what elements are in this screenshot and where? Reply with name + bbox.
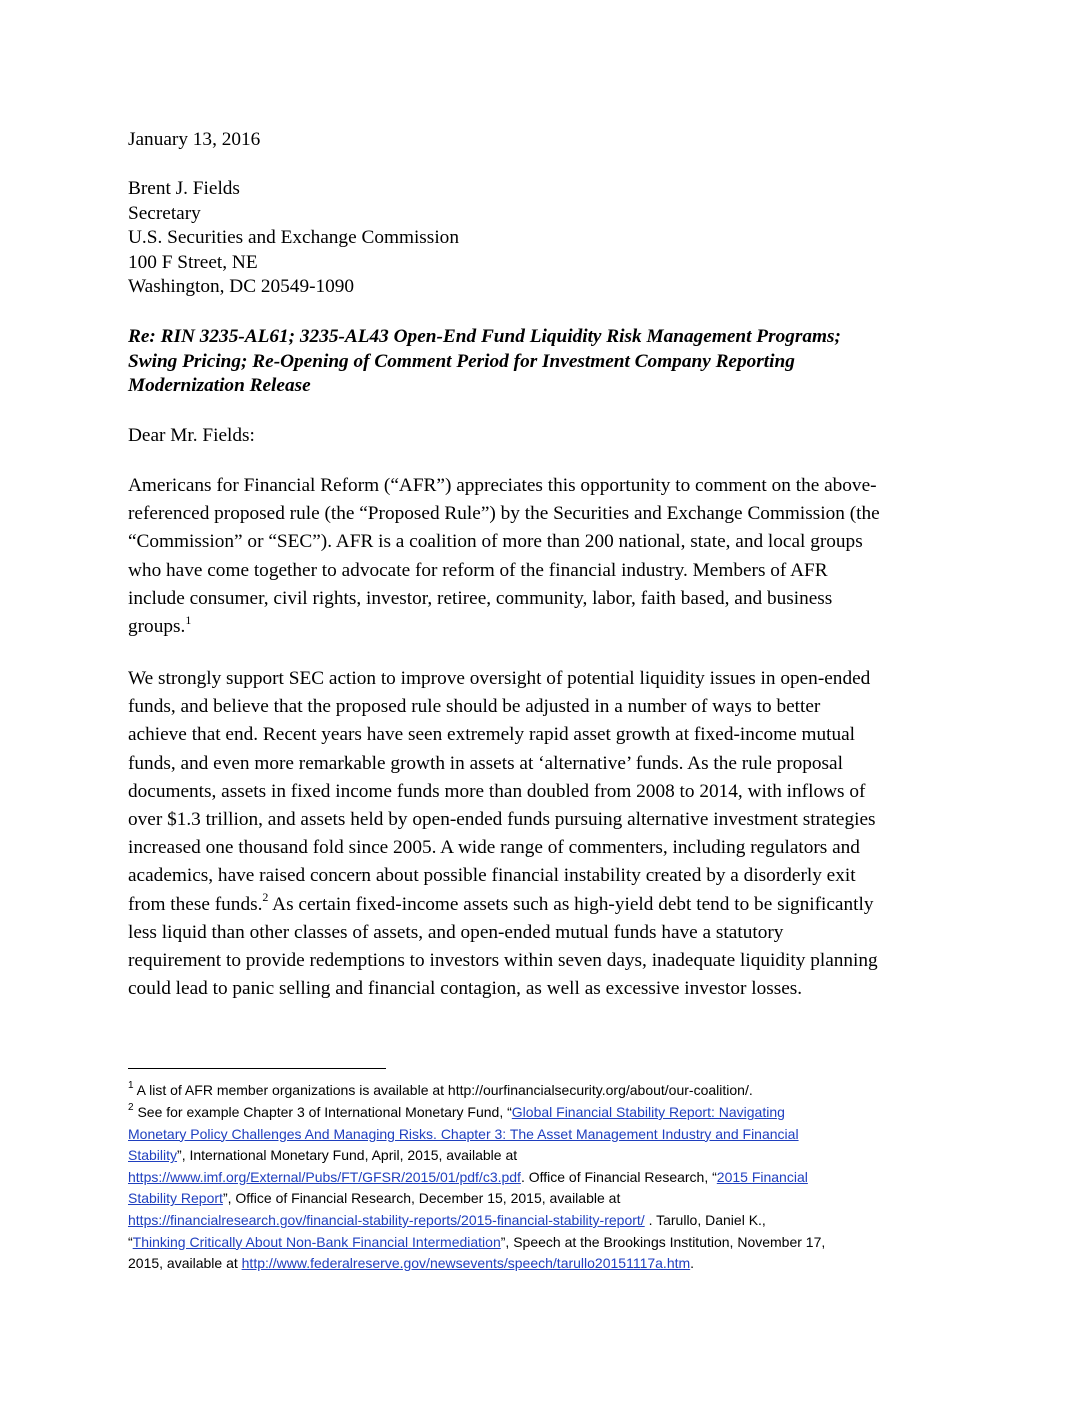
paragraph-liquidity xyxy=(128,665,968,1003)
address-line: Brent J. Fields xyxy=(128,178,240,199)
footnote-line xyxy=(128,1167,968,1189)
footnote-number: 1 xyxy=(128,1080,134,1092)
paragraph-intro xyxy=(128,472,968,641)
paragraph-line: who have come together to advocate for reform of the financial industry. Members of AFR xyxy=(128,559,828,581)
footnote-text: ”, Office of Financial Research, December 15, 2015, available at xyxy=(222,1190,621,1207)
salutation xyxy=(128,424,968,449)
ofr-report-link[interactable]: Stability Report xyxy=(128,1190,223,1207)
subject-text: Swing Pricing; Re-Opening of Comment Period for Investment Company Reporting xyxy=(128,350,795,372)
footnote-line xyxy=(128,1253,968,1275)
footnote-line xyxy=(128,1210,968,1232)
address-line: 100 F Street, NE xyxy=(128,251,258,273)
ofr-url-link[interactable]: https://financialresearch.gov/financial-stability-reports/2015-financial-stability-report/ xyxy=(128,1211,645,1228)
paragraph-text: groups. xyxy=(128,616,186,638)
address-line: Washington, DC 20549-1090 xyxy=(128,276,355,297)
gfsr-report-link[interactable]: Monetary Policy Challenges And Managing Risks. Chapter 3: The Asset Management Industry and Financial xyxy=(128,1125,799,1142)
gfsr-report-link[interactable]: Global Financial Stability Report: Navigating xyxy=(511,1104,785,1120)
footnote-line xyxy=(128,1188,968,1210)
letter-date xyxy=(128,128,968,153)
footnote-line xyxy=(128,1080,968,1102)
paragraph-line: funds, and even more remarkable growth in assets at ‘alternative’ funds. As the rule proposal xyxy=(128,752,843,774)
paragraph-line: referenced proposed rule (the “Proposed Rule”) by the Securities and Exchange Commission (the xyxy=(128,503,880,525)
paragraph-line: requirement to provide redemptions to investors within seven days, inadequate liquidity planning xyxy=(128,950,878,972)
footnote-line xyxy=(128,1124,968,1146)
footnote-ref[interactable]: 1 xyxy=(185,612,192,627)
paragraph-line: We strongly support SEC action to improve oversight of potential liquidity issues in open-ended xyxy=(128,668,871,689)
paragraph-line: include consumer, civil rights, investor, retiree, community, labor, faith based, and business xyxy=(128,587,833,609)
paragraph-line: academics, have raised concern about possible financial instability created by a disorderly exit xyxy=(128,865,856,887)
imf-pdf-link[interactable]: https://www.imf.org/External/Pubs/FT/GFSR/2015/01/pdf/c3.pdf xyxy=(128,1168,521,1185)
footnote-text: . Tarullo, Daniel K., xyxy=(644,1211,766,1228)
subject-line xyxy=(128,325,968,399)
paragraph-text: from these funds. xyxy=(128,893,263,915)
footnote-line xyxy=(128,1232,968,1254)
footnote-line xyxy=(128,1145,968,1167)
federal-reserve-link[interactable]: http://www.federalreserve.gov/newsevents/speech/tarullo20151117a.htm xyxy=(241,1255,691,1272)
footnote-text: See for example Chapter 3 of International Monetary Fund, “ xyxy=(133,1104,512,1120)
ofr-report-link[interactable]: 2015 Financial xyxy=(716,1168,808,1185)
paragraph-line: Americans for Financial Reform (“AFR”) appreciates this opportunity to comment on the above- xyxy=(128,475,877,496)
paragraph-line: funds, and believe that the proposed rule should be adjusted in a number of ways to better xyxy=(128,696,821,718)
recipient-address xyxy=(128,177,968,300)
paragraph-line: documents, assets in fixed income funds more than doubled from 2008 to 2014, with inflows of xyxy=(128,780,866,802)
address-line: Secretary xyxy=(128,202,201,224)
footnote-text: ”, International Monetary Fund, April, 2015, available at xyxy=(177,1147,518,1164)
footnote-text: “ xyxy=(128,1233,133,1250)
footnote-2 xyxy=(128,1102,968,1275)
gfsr-report-link[interactable]: Stability xyxy=(128,1147,178,1164)
footnote-text: ”, Speech at the Brookings Institution, November 17, xyxy=(500,1233,826,1250)
paragraph-line: over $1.3 trillion, and assets held by open-ended funds pursuing alternative investment strategies xyxy=(128,809,876,831)
footnote-text: 2015, available at xyxy=(128,1255,242,1272)
footnote-text: . xyxy=(690,1255,695,1272)
tarullo-speech-link[interactable]: Thinking Critically About Non-Bank Financial Intermediation xyxy=(132,1233,501,1250)
date-text: January 13, 2016 xyxy=(128,129,261,150)
footnote-line xyxy=(128,1102,968,1124)
footnote-number: 2 xyxy=(128,1102,134,1114)
footnote-ref[interactable]: 2 xyxy=(262,890,269,905)
salutation-text: Dear Mr. Fields: xyxy=(128,425,255,446)
footnote-divider xyxy=(128,1068,386,1069)
footnote-1 xyxy=(128,1080,968,1102)
paragraph-line: achieve that end. Recent years have seen extremely rapid asset growth at fixed-income mutual xyxy=(128,724,856,746)
address-line: U.S. Securities and Exchange Commission xyxy=(128,227,459,248)
paragraph-line: “Commission” or “SEC”). AFR is a coalition of more than 200 national, state, and local groups xyxy=(128,531,863,553)
paragraph-line: could lead to panic selling and financial contagion, as well as excessive investor losses. xyxy=(128,978,803,1000)
paragraph-line: increased one thousand fold since 2005. A wide range of commenters, including regulators and xyxy=(128,837,860,859)
paragraph-line xyxy=(128,613,968,641)
subject-text: Re: RIN 3235-AL61; 3235-AL43 Open-End Fund Liquidity Risk Management Programs; xyxy=(128,326,841,347)
paragraph-text: As certain fixed-income assets such as high-yield debt tend to be significantly xyxy=(268,893,874,915)
paragraph-line xyxy=(128,891,968,919)
footnote-text: A list of AFR member organizations is available at http://ourfinancialsecurity.org/about/our-coalition/. xyxy=(133,1082,753,1098)
paragraph-line: less liquid than other classes of assets, and open-ended mutual funds have a statutory xyxy=(128,921,784,943)
footnote-text: . Office of Financial Research, “ xyxy=(520,1168,717,1185)
subject-text: Modernization Release xyxy=(128,375,311,397)
